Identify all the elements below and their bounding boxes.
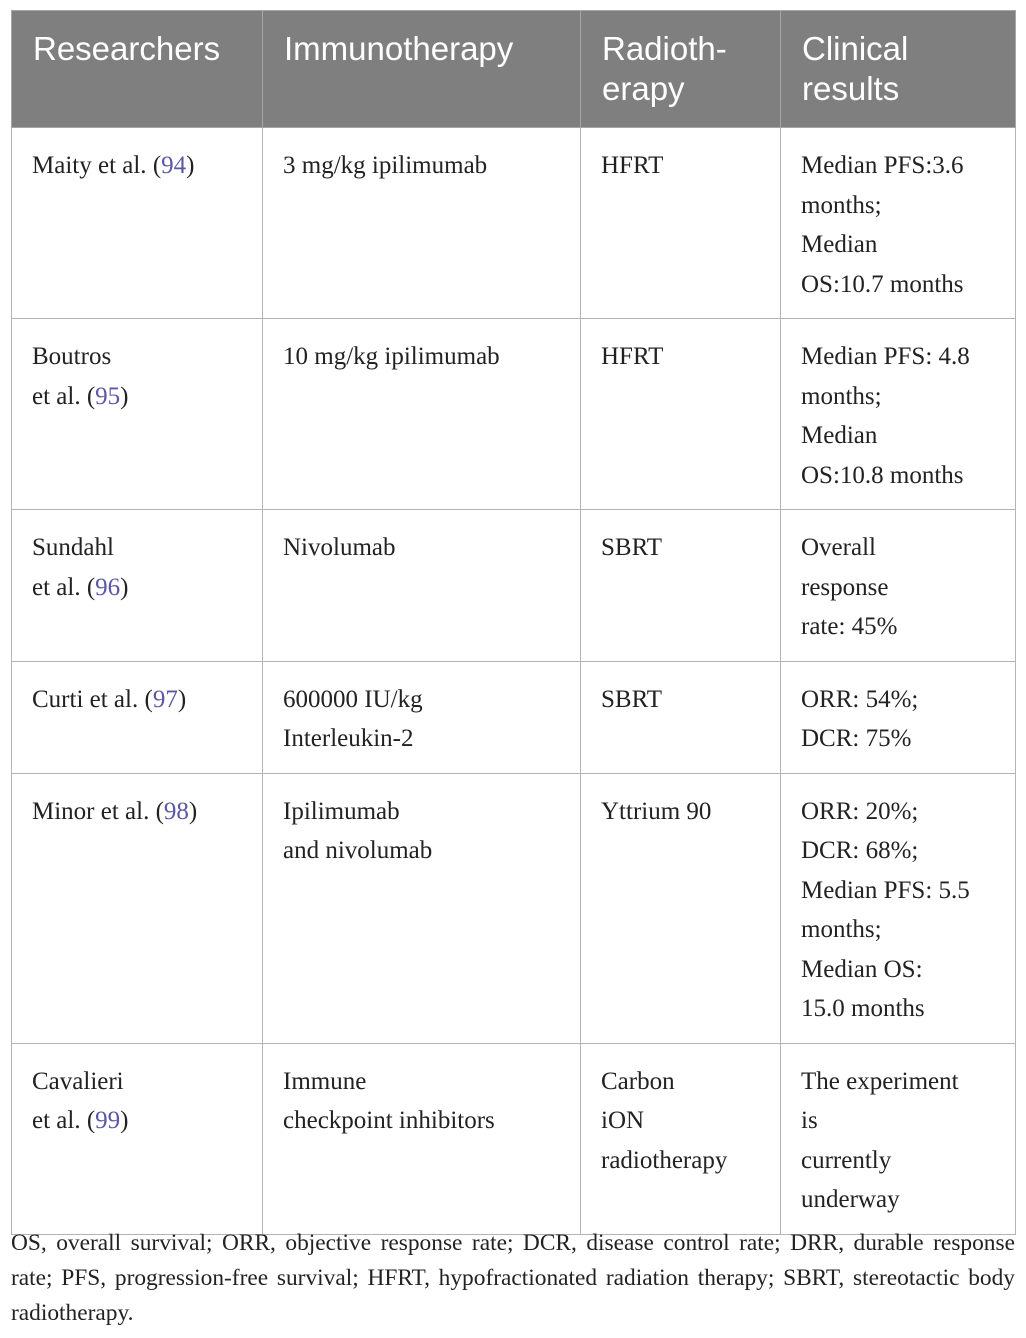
researcher-line: et al. (95)	[32, 382, 129, 410]
radiotherapy-line: HFRT	[601, 152, 664, 179]
cell-immunotherapy	[263, 661, 581, 773]
table-row	[12, 510, 1016, 662]
results-line: 15.0 months	[801, 995, 925, 1022]
results-line: OS:10.8 months	[801, 461, 964, 489]
cell-radiotherapy	[581, 661, 781, 773]
researcher-text: Minor et al.	[32, 797, 156, 825]
cell-researcher	[12, 510, 263, 662]
researcher-line: et al. (96)	[32, 573, 129, 601]
cell-clinical-results	[781, 1043, 1016, 1234]
cell-researcher	[12, 319, 263, 510]
results-table	[11, 10, 1016, 1235]
cell-researcher	[12, 1043, 263, 1234]
results-line: DCR: 75%	[801, 725, 912, 752]
immunotherapy-line: Interleukin-2	[283, 725, 414, 752]
researcher-line: Minor et al. (98)	[32, 797, 198, 825]
cell-immunotherapy	[263, 128, 581, 319]
cell-radiotherapy	[581, 510, 781, 662]
reference-link[interactable]: 98	[163, 797, 189, 825]
results-line: rate: 45%	[801, 613, 898, 640]
table-container	[11, 10, 1015, 1235]
results-line: currently	[801, 1146, 892, 1174]
results-line: Median PFS: 5.5	[801, 876, 970, 904]
results-line: OS:10.7 months	[801, 270, 964, 298]
cell-immunotherapy	[263, 319, 581, 510]
table-row	[12, 773, 1016, 1043]
table-row	[12, 661, 1016, 773]
researcher-text: et al.	[32, 1107, 87, 1134]
results-line: months;	[801, 382, 882, 410]
radiotherapy-line: HFRT	[601, 343, 664, 370]
results-line: The experiment	[801, 1067, 959, 1095]
header-line: Radioth-	[602, 30, 727, 67]
table-row	[12, 1043, 1016, 1234]
researcher-line: Curti et al. (97)	[32, 685, 187, 713]
cell-researcher	[12, 661, 263, 773]
cell-researcher	[12, 128, 263, 319]
results-line: DCR: 68%;	[801, 837, 919, 864]
researcher-line	[32, 337, 248, 377]
results-line: months;	[801, 191, 882, 219]
reference-link[interactable]: 95	[95, 382, 121, 410]
header-clinical-results	[781, 11, 1016, 128]
cell-clinical-results	[781, 319, 1016, 510]
researcher-line: et al. (99)	[32, 1107, 129, 1134]
radiotherapy-line: radiotherapy	[601, 1146, 728, 1174]
results-line: is	[801, 1107, 818, 1134]
table-row	[12, 319, 1016, 510]
cell-clinical-results	[781, 661, 1016, 773]
results-line: Median	[801, 422, 878, 449]
immunotherapy-line: checkpoint inhibitors	[283, 1107, 495, 1134]
table-row	[12, 128, 1016, 319]
cell-radiotherapy	[581, 773, 781, 1043]
header-line: erapy	[602, 70, 685, 107]
results-line: ORR: 20%;	[801, 797, 919, 825]
cell-immunotherapy	[263, 1043, 581, 1234]
immunotherapy-line: 600000 IU/kg	[283, 685, 423, 713]
researcher-text: Sundahl	[32, 534, 114, 561]
header-radiotherapy	[581, 11, 781, 128]
researcher-text: Maity et al.	[32, 152, 153, 179]
header-immunotherapy	[263, 11, 581, 128]
results-line: Median PFS:3.6	[801, 152, 964, 179]
researcher-line	[32, 528, 248, 568]
cell-immunotherapy	[263, 773, 581, 1043]
reference-link[interactable]: 97	[152, 685, 178, 713]
results-line: underway	[801, 1186, 900, 1213]
results-line: months;	[801, 916, 882, 943]
radiotherapy-line: Yttrium 90	[601, 797, 712, 825]
results-line: Overall	[801, 534, 876, 561]
reference-link[interactable]: 99	[95, 1107, 121, 1134]
radiotherapy-line: iON	[601, 1107, 645, 1134]
cell-clinical-results	[781, 128, 1016, 319]
immunotherapy-line: Immune	[283, 1067, 367, 1095]
header-line: results	[802, 70, 900, 107]
reference-link[interactable]: 94	[161, 152, 187, 179]
immunotherapy-line: Nivolumab	[283, 534, 396, 561]
cell-clinical-results	[781, 510, 1016, 662]
immunotherapy-line: 3 mg/kg ipilimumab	[283, 152, 488, 179]
header-line: Clinical	[802, 30, 909, 67]
cell-radiotherapy	[581, 1043, 781, 1234]
researcher-text: et al.	[32, 573, 87, 601]
header-row	[12, 11, 1016, 128]
results-line: Median PFS: 4.8	[801, 343, 970, 370]
researcher-text: Curti et al.	[32, 685, 145, 713]
header-researchers	[12, 11, 263, 128]
immunotherapy-line: and nivolumab	[283, 837, 433, 864]
researcher-line: Maity et al. (94)	[32, 152, 195, 179]
researcher-text: Boutros	[32, 343, 112, 370]
cell-researcher	[12, 773, 263, 1043]
cell-immunotherapy	[263, 510, 581, 662]
immunotherapy-line: 10 mg/kg ipilimumab	[283, 343, 500, 370]
results-line: Median OS:	[801, 955, 923, 983]
researcher-text: Cavalieri	[32, 1067, 124, 1095]
reference-link[interactable]: 96	[95, 573, 121, 601]
radiotherapy-line: Carbon	[601, 1067, 675, 1095]
table-footnote: OS, overall survival; ORR, objective response rate; DCR, disease control rate; DRR, durable response rate; PFS, progression-free survival; HFRT, hypofractionated radiation therapy; SBRT, stereotactic body radiotherapy.	[11, 1230, 1015, 1326]
researcher-line	[32, 1062, 248, 1102]
results-line: response	[801, 573, 889, 601]
header-line: Immunotherapy	[284, 30, 514, 67]
results-line: ORR: 54%;	[801, 685, 919, 713]
cell-clinical-results	[781, 773, 1016, 1043]
header-line: Researchers	[33, 30, 221, 67]
researcher-text: et al.	[32, 382, 87, 410]
results-line: Median	[801, 231, 878, 258]
radiotherapy-line: SBRT	[601, 685, 663, 713]
cell-radiotherapy	[581, 319, 781, 510]
cell-radiotherapy	[581, 128, 781, 319]
radiotherapy-line: SBRT	[601, 534, 663, 561]
table-body	[12, 128, 1016, 1235]
immunotherapy-line: Ipilimumab	[283, 797, 400, 825]
